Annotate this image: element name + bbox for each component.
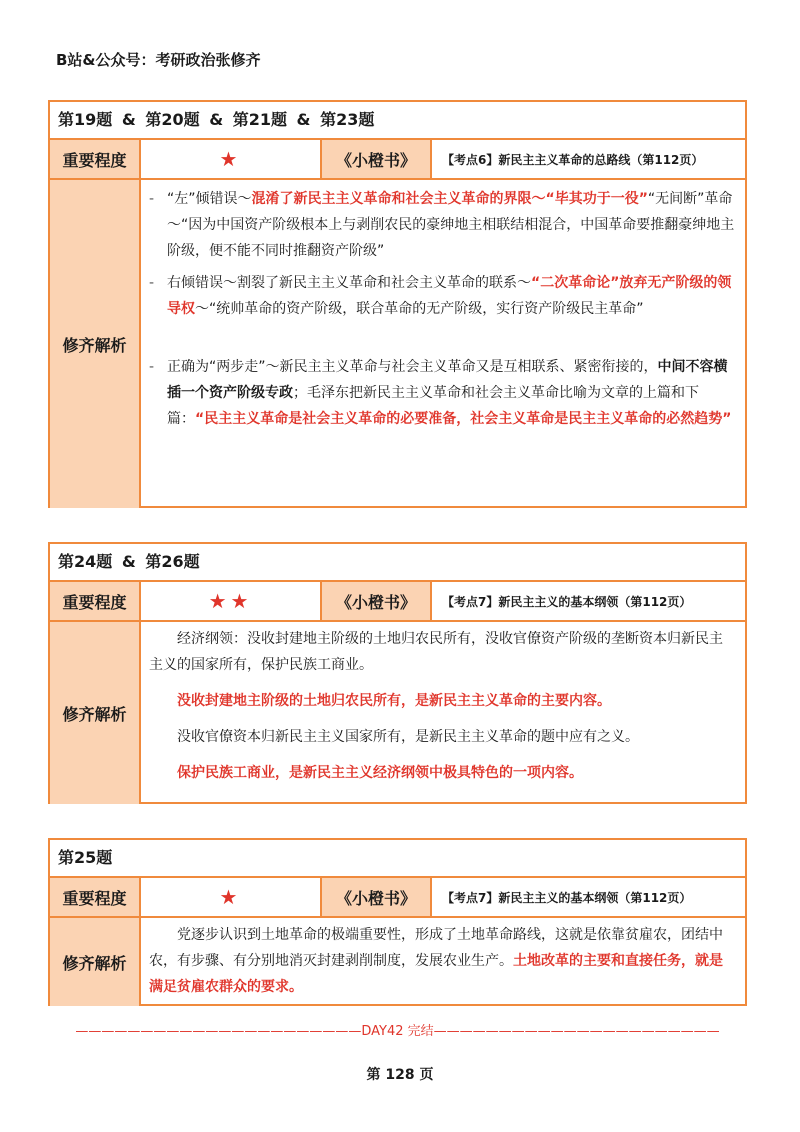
exam-point: 【考点7】新民主主义的基本纲领（第112页） — [442, 890, 692, 905]
analysis-body — [141, 918, 745, 1006]
highlight-text: 混淆了新民主主义革命和社会主义革命的界限～“毕其功于一役” — [251, 191, 648, 207]
card-title: 第19题 & 第20题 & 第21题 & 第23题 — [50, 102, 745, 140]
analysis-body — [141, 180, 745, 508]
header-text: B站&公众号：考研政治张修齐 — [56, 51, 261, 69]
importance-row — [50, 582, 745, 622]
paragraph: 经济纲领：没收封建地主阶级的土地归农民所有，没收官僚资产阶级的垄断资本归新民主主义的国家所有，保护民族工商业。 — [149, 631, 723, 673]
star-icon: ★ — [141, 878, 322, 916]
bold-text: 中间不容横插一个资产阶级专政 — [167, 359, 728, 401]
question-card-2 — [48, 542, 747, 804]
importance-label: 重要程度 — [50, 582, 141, 620]
analysis-row — [50, 180, 745, 508]
text: 党逐步认识到土地革命的极端重要性，形成了土地革命路线，这就是依靠贫雇农，团结中农，有步骤、有分别地消灭封建剥削制度，发展农业生产。 — [149, 927, 723, 969]
star-icon: ★★ — [141, 582, 322, 620]
bullet-dash: - — [149, 275, 155, 291]
question-card-3 — [48, 838, 747, 1006]
highlight-paragraph: 保护民族工商业，是新民主主义经济纲领中极具特色的一项内容。 — [177, 765, 583, 781]
card-title: 第24题 & 第26题 — [50, 544, 745, 582]
question-card-1 — [48, 100, 747, 508]
importance-row — [50, 140, 745, 180]
card-title: 第25题 — [50, 840, 745, 878]
analysis-row — [50, 918, 745, 1006]
text: ；毛泽东把新民主主义革命和社会主义革命比喻为文章的上篇和下篇： — [167, 385, 699, 427]
bullet-dash: - — [149, 191, 155, 207]
highlight-text: “民主主义革命是社会主义革命的必要准备，社会主义革命是民主主义革命的必然趋势” — [195, 411, 732, 427]
importance-label: 重要程度 — [50, 878, 141, 916]
analysis-row — [50, 622, 745, 804]
text: 右倾错误～割裂了新民主主义革命和社会主义革命的联系～ — [167, 275, 531, 291]
highlight-text: “二次革命论”放弃无产阶级的领导权 — [167, 275, 732, 317]
paragraph: 没收官僚资本归新民主主义国家所有，是新民主主义革命的题中应有之义。 — [177, 729, 639, 745]
book-label: 《小橙书》 — [322, 582, 432, 620]
analysis-label: 修齐解析 — [50, 622, 141, 804]
exam-point: 【考点6】新民主主义革命的总路线（第112页） — [442, 152, 704, 167]
text: 正确为“两步走”～新民主主义革命与社会主义革命又是互相联系、紧密衔接的， — [167, 359, 658, 375]
text: ～“统帅革命的资产阶级，联合革命的无产阶级，实行资产阶级民主革命” — [195, 301, 644, 317]
end-divider: ——————————————————————DAY42 完结—————————————————————— — [75, 1024, 720, 1039]
list-item — [149, 270, 735, 322]
importance-row — [50, 878, 745, 918]
book-label: 《小橙书》 — [322, 140, 432, 178]
analysis-label: 修齐解析 — [50, 918, 141, 1006]
highlight-paragraph: 没收封建地主阶级的土地归农民所有，是新民主主义革命的主要内容。 — [177, 693, 611, 709]
paragraph — [149, 922, 735, 1000]
text: “无间断”革命～“因为中国资产阶级根本上与剥削农民的豪绅地主相联结相混合，中国革命要推翻豪绅地主阶级，便不能不同时推翻资产阶级” — [167, 191, 735, 259]
analysis-body — [141, 622, 745, 804]
bullet-dash: - — [149, 359, 155, 375]
book-label: 《小橙书》 — [322, 878, 432, 916]
page-number: 第 128 页 — [366, 1067, 434, 1083]
exam-point: 【考点7】新民主主义的基本纲领（第112页） — [442, 594, 692, 609]
list-item — [149, 354, 735, 432]
analysis-label: 修齐解析 — [50, 180, 141, 508]
importance-label: 重要程度 — [50, 140, 141, 178]
highlight-text: 土地改革的主要和直接任务，就是满足贫雇农群众的要求。 — [149, 953, 723, 995]
list-item — [149, 186, 735, 264]
text: “左”倾错误～ — [167, 191, 252, 207]
star-icon: ★ — [141, 140, 322, 178]
